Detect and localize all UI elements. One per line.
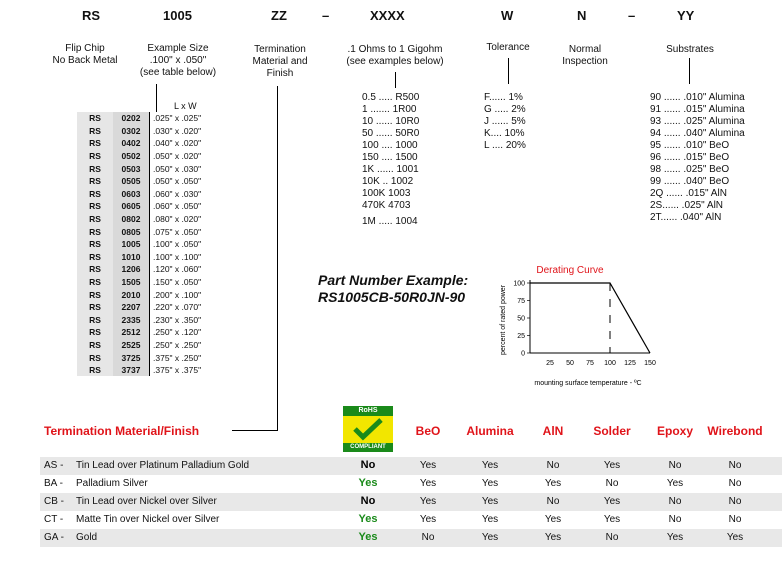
compat-value-beo: No xyxy=(421,532,435,543)
ohm-example-item: 150 .... 1500 xyxy=(362,152,418,163)
compat-value-solder: No xyxy=(605,532,619,543)
termination-line-2: Material and xyxy=(252,56,308,67)
column-header-alumina: Alumina xyxy=(466,424,514,438)
compat-value-alumina: Yes xyxy=(481,460,499,471)
part-example xyxy=(318,272,468,306)
ohm-example-item: 100K 1003 xyxy=(362,188,411,199)
compat-value-epoxy: No xyxy=(668,460,682,471)
ohm-example-item: 10 ...... 10R0 xyxy=(362,116,420,127)
part-code-dash-2: – xyxy=(628,8,636,23)
series-cell: RS xyxy=(77,188,113,201)
size-code-cell: 0605 xyxy=(113,200,150,213)
termination-row xyxy=(40,493,782,511)
termination-section-title: Termination Material/Finish xyxy=(44,424,200,438)
size-table-row xyxy=(77,276,216,289)
part-example-value: RS1005CB-50R0JN-90 xyxy=(318,289,466,305)
substrate-item: 94 ...... .040" Alumina xyxy=(650,128,745,139)
termination-row xyxy=(40,511,782,529)
size-table-row xyxy=(77,288,216,301)
part-code-inspection: N xyxy=(577,8,587,23)
ohm-examples-list xyxy=(362,92,419,228)
substrate-item: 2S...... .025" AlN xyxy=(650,200,724,211)
substrates-connector-line xyxy=(689,58,690,84)
chart-ylabel: percent of rated power xyxy=(500,284,507,356)
series-cell: RS xyxy=(77,351,113,364)
column-header-wirebond: Wirebond xyxy=(707,424,763,438)
termination-code: GA - xyxy=(44,532,65,543)
tolerance-item: F...... 1% xyxy=(484,92,523,103)
part-code-size: 1005 xyxy=(163,8,192,23)
x-tick-label: 100 xyxy=(604,360,616,367)
compat-value-aln: Yes xyxy=(544,514,562,525)
size-table-row xyxy=(77,314,216,327)
tolerance-item: K.... 10% xyxy=(484,128,525,139)
termination-description: Palladium Silver xyxy=(76,478,148,489)
series-cell: RS xyxy=(77,162,113,175)
column-header-aln: AlN xyxy=(542,424,564,438)
dimensions-cell: .060" x .050" xyxy=(150,200,217,213)
tolerance-label: Tolerance xyxy=(486,42,530,53)
ohms-label xyxy=(330,44,460,68)
size-table-row xyxy=(77,364,216,377)
ohm-example-item: 100 .... 1000 xyxy=(362,140,418,151)
series-cell: RS xyxy=(77,225,113,238)
dimensions-cell: .220" x .070" xyxy=(150,301,217,314)
ohms-line-1: .1 Ohms to 1 Gigohm xyxy=(347,44,443,55)
size-code-cell: 0505 xyxy=(113,175,150,188)
tolerance-list xyxy=(484,92,526,152)
substrate-item: 96 ...... .015" BeO xyxy=(650,152,730,163)
compat-value-epoxy: No xyxy=(668,496,682,507)
size-table-row xyxy=(77,225,216,238)
compat-value-wirebond: No xyxy=(728,478,742,489)
substrate-item: 2T...... .040" AlN xyxy=(650,212,722,223)
size-code-cell: 3725 xyxy=(113,351,150,364)
rohs-value: Yes xyxy=(358,531,378,543)
termination-description: Tin Lead over Nickel over Silver xyxy=(76,496,217,507)
termination-code: CB - xyxy=(44,496,64,507)
series-cell: RS xyxy=(77,263,113,276)
size-code-cell: 0302 xyxy=(113,125,150,138)
size-table-row xyxy=(77,263,216,276)
size-code-cell: 0603 xyxy=(113,188,150,201)
column-header-epoxy: Epoxy xyxy=(656,424,693,438)
column-header-beo: BeO xyxy=(415,424,441,438)
dimensions-cell: .050" x .030" xyxy=(150,162,217,175)
size-code-cell: 0202 xyxy=(113,112,150,125)
tolerance-item: G ..... 2% xyxy=(484,104,526,115)
termination-code: CT - xyxy=(44,514,64,525)
termination-description: Tin Lead over Platinum Palladium Gold xyxy=(76,460,250,471)
termination-row xyxy=(40,475,782,493)
series-cell: RS xyxy=(77,326,113,339)
compat-value-alumina: Yes xyxy=(481,496,499,507)
size-code-cell: 1005 xyxy=(113,238,150,251)
compat-value-beo: Yes xyxy=(419,496,437,507)
tolerance-item: J ...... 5% xyxy=(484,116,526,127)
substrate-item: 90 ...... .010" Alumina xyxy=(650,92,745,103)
ohms-connector-line xyxy=(395,72,396,88)
compat-value-solder: Yes xyxy=(603,460,621,471)
example-size-line-1: Example Size xyxy=(147,43,209,54)
size-code-cell: 1206 xyxy=(113,263,150,276)
series-cell: RS xyxy=(77,364,113,377)
compat-value-solder: Yes xyxy=(603,514,621,525)
ohm-example-item: 1M ..... 1004 xyxy=(362,216,418,227)
flip-chip-label xyxy=(40,43,130,67)
example-size-line-2: .100" x .050" xyxy=(149,55,207,66)
chart-xlabel: mounting surface temperature - ºC xyxy=(534,380,642,387)
termination-connector-horizontal xyxy=(232,430,278,431)
compat-value-aln: No xyxy=(546,496,560,507)
rohs-value: Yes xyxy=(358,513,378,525)
size-code-cell: 2207 xyxy=(113,301,150,314)
size-table-row xyxy=(77,238,216,251)
termination-code: AS - xyxy=(44,460,64,471)
ohm-example-item: 0.5 ..... R500 xyxy=(362,92,420,103)
series-cell: RS xyxy=(77,137,113,150)
size-code-cell: 2010 xyxy=(113,288,150,301)
size-table-header-line xyxy=(156,88,157,112)
compat-value-alumina: Yes xyxy=(481,478,499,489)
part-code-termination: ZZ xyxy=(271,8,287,23)
series-cell: RS xyxy=(77,301,113,314)
example-size-label xyxy=(128,43,228,79)
dimensions-cell: .040" x .020" xyxy=(150,137,217,150)
x-tick-label: 25 xyxy=(546,360,554,367)
ohm-example-item: 470K 4703 xyxy=(362,200,411,211)
part-code-tolerance: W xyxy=(501,8,514,23)
substrate-item: 95 ...... .010" BeO xyxy=(650,140,730,151)
size-table-row xyxy=(77,112,216,125)
inspection-line-2: Inspection xyxy=(562,56,608,67)
inspection-label xyxy=(550,44,620,68)
termination-description: Matte Tin over Nickel over Silver xyxy=(76,514,220,525)
part-code-dash-1: – xyxy=(322,8,330,23)
substrate-item: 93 ...... .025" Alumina xyxy=(650,116,745,127)
dimensions-cell: .050" x .020" xyxy=(150,150,217,163)
tolerance-connector-line xyxy=(508,58,509,84)
compat-value-aln: Yes xyxy=(544,532,562,543)
substrates-label: Substrates xyxy=(666,44,714,55)
rohs-value: Yes xyxy=(358,477,378,489)
derating-chart xyxy=(490,258,670,388)
tolerance-item: L .... 20% xyxy=(484,140,526,151)
y-tick-label: 25 xyxy=(517,333,525,340)
termination-row xyxy=(40,457,782,475)
dimensions-cell: .025" x .025" xyxy=(150,112,217,125)
x-tick-label: 150 xyxy=(644,360,656,367)
rohs-value: No xyxy=(360,495,376,507)
series-cell: RS xyxy=(77,314,113,327)
compat-value-beo: Yes xyxy=(419,478,437,489)
substrate-list xyxy=(650,92,745,224)
ohm-example-item: 50 ...... 50R0 xyxy=(362,128,420,139)
series-cell: RS xyxy=(77,339,113,352)
ohm-example-item: 10K .. 1002 xyxy=(362,176,414,187)
size-table-row xyxy=(77,162,216,175)
part-example-title: Part Number Example: xyxy=(318,272,469,288)
termination-code: BA - xyxy=(44,478,63,489)
size-table-row xyxy=(77,200,216,213)
compat-value-solder: Yes xyxy=(603,496,621,507)
ohms-line-2: (see examples below) xyxy=(346,56,444,67)
size-table-row xyxy=(77,150,216,163)
size-code-cell: 0502 xyxy=(113,150,150,163)
series-cell: RS xyxy=(77,276,113,289)
column-header-solder: Solder xyxy=(593,424,631,438)
x-tick-label: 125 xyxy=(624,360,636,367)
dimensions-cell: .080" x .020" xyxy=(150,213,217,226)
ohm-example-item: 1 ....... 1R00 xyxy=(362,104,417,115)
termination-line-1: Termination xyxy=(254,44,306,55)
ohm-example-item: 1K ...... 1001 xyxy=(362,164,419,175)
size-table-row xyxy=(77,251,216,264)
series-cell: RS xyxy=(77,150,113,163)
y-tick-label: 100 xyxy=(513,280,525,288)
compat-value-aln: Yes xyxy=(544,478,562,489)
rohs-badge xyxy=(343,406,393,452)
y-tick-label: 75 xyxy=(517,298,525,305)
inspection-line-1: Normal xyxy=(568,44,602,55)
dimensions-cell: .050" x .050" xyxy=(150,175,217,188)
flip-chip-line-2: No Back Metal xyxy=(52,55,118,66)
dimensions-cell: .200" x .100" xyxy=(150,288,217,301)
dimensions-cell: .100" x .050" xyxy=(150,238,217,251)
dimensions-cell: .230" x .350" xyxy=(150,314,217,327)
rohs-badge-text: RoHS xyxy=(343,406,393,416)
rohs-compliant-text: COMPLIANT xyxy=(343,443,393,452)
compat-value-wirebond: No xyxy=(728,514,742,525)
size-code-cell: 1505 xyxy=(113,276,150,289)
compat-value-wirebond: Yes xyxy=(726,532,744,543)
compat-value-alumina: Yes xyxy=(481,532,499,543)
termination-connector-vertical xyxy=(277,86,278,430)
dimensions-cell: .030" x .020" xyxy=(150,125,217,138)
part-code-resistance: XXXX xyxy=(370,8,405,23)
termination-label xyxy=(238,44,322,80)
series-cell: RS xyxy=(77,288,113,301)
series-cell: RS xyxy=(77,200,113,213)
dimensions-cell: .375" x .375" xyxy=(150,364,217,377)
substrate-item: 98 ...... .025" BeO xyxy=(650,164,730,175)
termination-description: Gold xyxy=(76,532,98,543)
substrate-item: 2Q ...... .015" AlN xyxy=(650,188,727,199)
termination-row xyxy=(40,529,782,547)
series-cell: RS xyxy=(77,175,113,188)
size-code-cell: 0805 xyxy=(113,225,150,238)
size-table-row xyxy=(77,137,216,150)
dimensions-cell: .250" x .120" xyxy=(150,326,217,339)
x-tick-label: 75 xyxy=(586,360,594,367)
size-table-row xyxy=(77,188,216,201)
example-size-line-3: (see table below) xyxy=(139,67,217,78)
chart-title: Derating Curve xyxy=(536,265,604,276)
series-cell: RS xyxy=(77,213,113,226)
size-table-row xyxy=(77,351,216,364)
series-cell: RS xyxy=(77,238,113,251)
size-code-cell: 2525 xyxy=(113,339,150,352)
compat-value-epoxy: Yes xyxy=(666,532,684,543)
size-table-row xyxy=(77,175,216,188)
rohs-value: No xyxy=(360,459,376,471)
termination-line-3: Finish xyxy=(266,68,294,79)
part-code-rs: RS xyxy=(82,8,101,23)
substrate-item: 91 ...... .015" Alumina xyxy=(650,104,745,115)
compat-value-beo: Yes xyxy=(419,514,437,525)
size-code-cell: 2335 xyxy=(113,314,150,327)
compat-value-aln: No xyxy=(546,460,560,471)
size-table-row xyxy=(77,326,216,339)
dimensions-cell: .075" x .050" xyxy=(150,225,217,238)
size-code-cell: 2512 xyxy=(113,326,150,339)
size-table-row xyxy=(77,339,216,352)
size-code-cell: 0402 xyxy=(113,137,150,150)
y-tick-label: 0 xyxy=(521,350,525,358)
rohs-check-icon xyxy=(343,416,393,443)
size-code-cell: 3737 xyxy=(113,364,150,377)
size-table-row xyxy=(77,125,216,138)
x-tick-label: 50 xyxy=(566,360,574,367)
part-code-substrate: YY xyxy=(677,8,695,23)
compat-value-beo: Yes xyxy=(419,460,437,471)
compat-value-wirebond: No xyxy=(728,496,742,507)
dimensions-cell: .060" x .030" xyxy=(150,188,217,201)
size-table-row xyxy=(77,301,216,314)
size-code-cell: 0503 xyxy=(113,162,150,175)
size-table xyxy=(77,112,216,376)
compat-value-epoxy: Yes xyxy=(666,478,684,489)
substrate-item: 99 ...... .040" BeO xyxy=(650,176,730,187)
series-cell: RS xyxy=(77,112,113,125)
dimensions-cell: .375" x .250" xyxy=(150,351,217,364)
size-table-row xyxy=(77,213,216,226)
size-code-cell: 1010 xyxy=(113,251,150,264)
dimensions-cell: .120" x .060" xyxy=(150,263,217,276)
dimensions-cell: .100" x .100" xyxy=(150,251,217,264)
compat-value-epoxy: No xyxy=(668,514,682,525)
series-cell: RS xyxy=(77,251,113,264)
size-code-cell: 0802 xyxy=(113,213,150,226)
dimensions-cell: .150" x .050" xyxy=(150,276,217,289)
compat-value-alumina: Yes xyxy=(481,514,499,525)
series-cell: RS xyxy=(77,125,113,138)
size-table-header: L x W xyxy=(174,101,197,111)
flip-chip-line-1: Flip Chip xyxy=(65,43,105,54)
y-tick-label: 50 xyxy=(517,315,525,323)
compat-value-solder: No xyxy=(605,478,619,489)
compat-value-wirebond: No xyxy=(728,460,742,471)
derating-series-line xyxy=(530,283,650,353)
dimensions-cell: .250" x .250" xyxy=(150,339,217,352)
